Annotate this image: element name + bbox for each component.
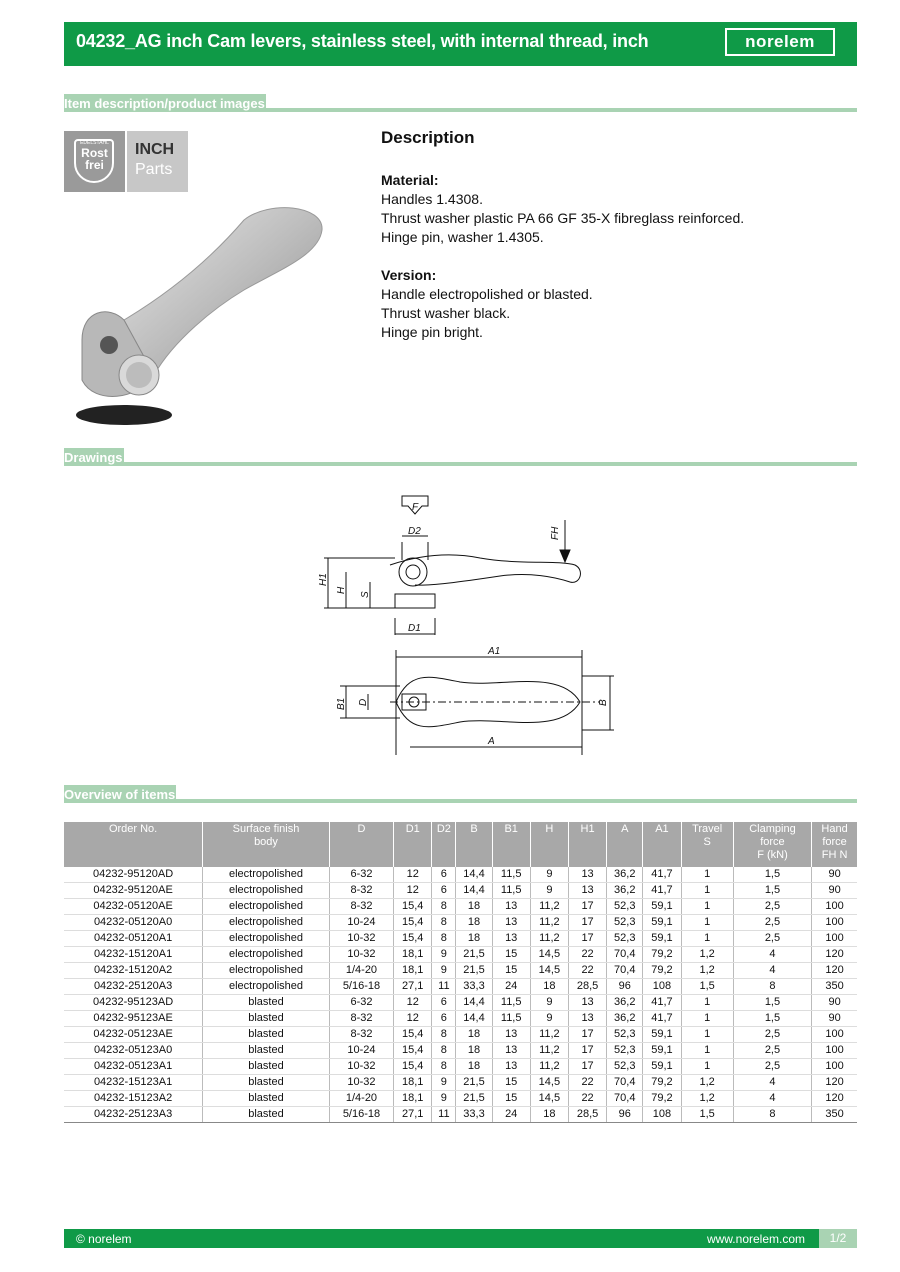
table-cell: 04232-95120AE — [64, 883, 203, 899]
table-cell: 2,5 — [733, 899, 811, 915]
table-cell: 22 — [568, 963, 606, 979]
table-row — [64, 1011, 857, 1027]
table-cell: 10-32 — [329, 1075, 393, 1091]
table-cell: 11,2 — [530, 931, 568, 947]
page-number: 1/2 — [819, 1229, 857, 1248]
table-cell: 1/4-20 — [329, 963, 393, 979]
table-cell: 70,4 — [607, 963, 643, 979]
table-cell: 90 — [812, 867, 857, 883]
table-cell: 15,4 — [394, 931, 432, 947]
table-cell: 04232-25123A3 — [64, 1107, 203, 1123]
table-cell: 04232-15123A2 — [64, 1091, 203, 1107]
table-cell: 79,2 — [643, 1091, 681, 1107]
table-cell: 28,5 — [568, 979, 606, 995]
technical-drawing — [300, 490, 630, 765]
table-cell: electropolished — [203, 947, 330, 963]
table-cell: 6 — [432, 995, 456, 1011]
table-cell: electropolished — [203, 867, 330, 883]
table-cell: 70,4 — [607, 1075, 643, 1091]
table-cell: electropolished — [203, 931, 330, 947]
norelem-logo: norelem — [725, 28, 835, 56]
table-cell: 11 — [432, 1107, 456, 1123]
table-cell: 79,2 — [643, 963, 681, 979]
page-footer — [64, 1229, 857, 1248]
table-cell: 96 — [607, 1107, 643, 1123]
column-header: A — [607, 822, 643, 867]
table-cell: 52,3 — [607, 915, 643, 931]
table-cell: 52,3 — [607, 1059, 643, 1075]
label-H: H — [336, 586, 347, 594]
table-cell: 4 — [733, 963, 811, 979]
table-row — [64, 1043, 857, 1059]
table-cell: 5/16-18 — [329, 979, 393, 995]
table-cell: 15,4 — [394, 1059, 432, 1075]
table-cell: 8-32 — [329, 1027, 393, 1043]
table-cell: 04232-95123AE — [64, 1011, 203, 1027]
table-cell: 8 — [432, 931, 456, 947]
table-cell: 04232-05123AE — [64, 1027, 203, 1043]
table-cell: 36,2 — [607, 883, 643, 899]
table-cell: 10-32 — [329, 1059, 393, 1075]
table-cell: 1,5 — [681, 1107, 733, 1123]
table-cell: 5/16-18 — [329, 1107, 393, 1123]
section-drawings: Drawings — [64, 446, 857, 466]
table-cell: 10-32 — [329, 947, 393, 963]
table-cell: blasted — [203, 1075, 330, 1091]
table-cell: 15,4 — [394, 915, 432, 931]
table-cell: 6 — [432, 883, 456, 899]
table-cell: 17 — [568, 915, 606, 931]
inch-parts-badge: INCH Parts — [127, 131, 188, 192]
table-cell: 11,2 — [530, 1059, 568, 1075]
column-header: D — [329, 822, 393, 867]
table-cell: 1,5 — [733, 883, 811, 899]
table-cell: 24 — [492, 979, 530, 995]
table-cell: 04232-15120A2 — [64, 963, 203, 979]
table-cell: 8-32 — [329, 883, 393, 899]
label-D2: D2 — [408, 526, 421, 537]
table-cell: 2,5 — [733, 1043, 811, 1059]
section-overview: Overview of items — [64, 783, 857, 803]
table-cell: 11,2 — [530, 1027, 568, 1043]
table-cell: 90 — [812, 883, 857, 899]
table-cell: 9 — [530, 883, 568, 899]
table-cell: 10-32 — [329, 931, 393, 947]
table-cell: 1 — [681, 1027, 733, 1043]
label-FH: FH — [550, 526, 561, 540]
table-cell: 1,2 — [681, 947, 733, 963]
table-cell: 21,5 — [456, 947, 492, 963]
table-cell: blasted — [203, 995, 330, 1011]
table-cell: 36,2 — [607, 867, 643, 883]
table-cell: 15 — [492, 963, 530, 979]
table-cell: 4 — [733, 947, 811, 963]
table-cell: 22 — [568, 1091, 606, 1107]
table-cell: 100 — [812, 1059, 857, 1075]
table-cell: 9 — [530, 995, 568, 1011]
table-cell: 17 — [568, 1043, 606, 1059]
table-cell: 1,5 — [733, 867, 811, 883]
table-cell: 1,5 — [733, 995, 811, 1011]
table-cell: 10-24 — [329, 915, 393, 931]
product-image — [64, 200, 334, 430]
table-cell: 41,7 — [643, 883, 681, 899]
table-cell: 100 — [812, 915, 857, 931]
table-cell: 12 — [394, 995, 432, 1011]
table-cell: 18,1 — [394, 947, 432, 963]
table-cell: 13 — [568, 1011, 606, 1027]
table-cell: 11 — [432, 979, 456, 995]
table-cell: 04232-05123A0 — [64, 1043, 203, 1059]
table-cell: 59,1 — [643, 915, 681, 931]
table-cell: 1 — [681, 995, 733, 1011]
table-cell: 1/4-20 — [329, 1091, 393, 1107]
table-cell: 2,5 — [733, 915, 811, 931]
table-cell: 1 — [681, 1011, 733, 1027]
table-cell: 14,5 — [530, 963, 568, 979]
table-cell: 04232-95120AD — [64, 867, 203, 883]
table-cell: 22 — [568, 947, 606, 963]
table-cell: 18 — [530, 1107, 568, 1123]
table-cell: 36,2 — [607, 995, 643, 1011]
label-D1: D1 — [408, 623, 421, 634]
table-cell: 59,1 — [643, 931, 681, 947]
table-cell: 13 — [492, 1059, 530, 1075]
table-cell: 15,4 — [394, 899, 432, 915]
column-header: D2 — [432, 822, 456, 867]
table-cell: 04232-05120A0 — [64, 915, 203, 931]
table-cell: 120 — [812, 1075, 857, 1091]
table-cell: 04232-05120A1 — [64, 931, 203, 947]
table-cell: 04232-15123A1 — [64, 1075, 203, 1091]
table-cell: 1 — [681, 915, 733, 931]
website-link[interactable]: www.norelem.com — [706, 1232, 805, 1246]
table-cell: 21,5 — [456, 1091, 492, 1107]
table-cell: electropolished — [203, 963, 330, 979]
table-cell: 13 — [568, 867, 606, 883]
description-title: Description — [381, 128, 475, 147]
table-cell: 120 — [812, 963, 857, 979]
version-label: Version: — [381, 267, 437, 283]
table-cell: 15,4 — [394, 1043, 432, 1059]
table-row — [64, 1059, 857, 1075]
table-cell: 1,5 — [681, 979, 733, 995]
table-cell: 04232-25120A3 — [64, 979, 203, 995]
label-B: B — [598, 699, 609, 706]
table-cell: 52,3 — [607, 931, 643, 947]
table-cell: 1 — [681, 899, 733, 915]
column-header: D1 — [394, 822, 432, 867]
page-title: 04232_AG inch Cam levers, stainless steel, with internal thread, inch — [76, 31, 649, 51]
table-cell: 13 — [492, 915, 530, 931]
table-cell: 14,4 — [456, 867, 492, 883]
table-row — [64, 867, 857, 883]
table-cell: electropolished — [203, 915, 330, 931]
column-header: H — [530, 822, 568, 867]
table-cell: 04232-05120AE — [64, 899, 203, 915]
items-table — [64, 822, 857, 1123]
table-row — [64, 979, 857, 995]
column-header: B — [456, 822, 492, 867]
table-cell: 33,3 — [456, 1107, 492, 1123]
table-cell: 04232-95123AD — [64, 995, 203, 1011]
label-F: F — [412, 502, 419, 513]
table-cell: 18 — [456, 915, 492, 931]
table-cell: 11,2 — [530, 915, 568, 931]
column-header: H1 — [568, 822, 606, 867]
table-row — [64, 963, 857, 979]
table-cell: 1 — [681, 931, 733, 947]
table-cell: 9 — [530, 1011, 568, 1027]
table-cell: 59,1 — [643, 1027, 681, 1043]
table-cell: 100 — [812, 931, 857, 947]
table-cell: 8 — [432, 915, 456, 931]
table-cell: 1 — [681, 867, 733, 883]
table-row — [64, 1027, 857, 1043]
table-row — [64, 883, 857, 899]
table-cell: 100 — [812, 899, 857, 915]
table-cell: 52,3 — [607, 1027, 643, 1043]
column-header: A1 — [643, 822, 681, 867]
table-cell: 15 — [492, 1091, 530, 1107]
table-cell: 33,3 — [456, 979, 492, 995]
table-cell: 8 — [733, 1107, 811, 1123]
table-cell: 6-32 — [329, 867, 393, 883]
table-cell: 350 — [812, 1107, 857, 1123]
table-cell: blasted — [203, 1027, 330, 1043]
table-cell: 36,2 — [607, 1011, 643, 1027]
label-S: S — [360, 591, 371, 598]
column-header: Hand force FH N — [812, 822, 857, 867]
table-cell: 52,3 — [607, 1043, 643, 1059]
table-cell: blasted — [203, 1059, 330, 1075]
table-cell: 15 — [492, 1075, 530, 1091]
table-cell: 120 — [812, 947, 857, 963]
table-cell: 22 — [568, 1075, 606, 1091]
table-cell: 9 — [530, 867, 568, 883]
section-item-description: Item description/product images — [64, 92, 857, 112]
table-cell: 6 — [432, 867, 456, 883]
table-row — [64, 1107, 857, 1123]
table-cell: blasted — [203, 1107, 330, 1123]
table-row — [64, 1075, 857, 1091]
column-header: Travel S — [681, 822, 733, 867]
table-cell: 18 — [456, 1059, 492, 1075]
table-cell: 9 — [432, 1091, 456, 1107]
table-cell: 12 — [394, 1011, 432, 1027]
table-cell: 6-32 — [329, 995, 393, 1011]
table-cell: 11,2 — [530, 1043, 568, 1059]
table-cell: 1 — [681, 1059, 733, 1075]
table-cell: 04232-05123A1 — [64, 1059, 203, 1075]
label-H1: H1 — [318, 573, 329, 586]
table-cell: 108 — [643, 979, 681, 995]
copyright: © norelem — [76, 1232, 132, 1246]
column-header: Clamping force F (kN) — [733, 822, 811, 867]
table-cell: 27,1 — [394, 1107, 432, 1123]
table-cell: 1,2 — [681, 963, 733, 979]
table-cell: 1,2 — [681, 1091, 733, 1107]
table-cell: 8-32 — [329, 899, 393, 915]
table-cell: 18 — [456, 931, 492, 947]
table-cell: 13 — [568, 995, 606, 1011]
description-block: Description Material: Handles 1.4308. Thrust washer plastic PA 66 GF 35-X fibreglass reinforced. Hinge pin, washer 1.4305. Version: Handle electropolished or blasted. Thrust washer black. Hinge pin bright. — [381, 128, 851, 342]
rost-frei-badge: EDELSTAHL Rost frei — [64, 131, 125, 192]
table-cell: 41,7 — [643, 1011, 681, 1027]
table-cell: 4 — [733, 1075, 811, 1091]
table-cell: 2,5 — [733, 1027, 811, 1043]
table-cell: blasted — [203, 1043, 330, 1059]
table-cell: 27,1 — [394, 979, 432, 995]
label-A1: A1 — [488, 646, 501, 657]
table-cell: 12 — [394, 867, 432, 883]
table-cell: 8 — [432, 1043, 456, 1059]
table-cell: 9 — [432, 963, 456, 979]
table-cell: 59,1 — [643, 899, 681, 915]
table-cell: 14,5 — [530, 1075, 568, 1091]
table-cell: 18,1 — [394, 1075, 432, 1091]
table-cell: 11,2 — [530, 899, 568, 915]
table-cell: 14,5 — [530, 1091, 568, 1107]
table-cell: 14,4 — [456, 883, 492, 899]
table-cell: 11,5 — [492, 883, 530, 899]
table-row — [64, 947, 857, 963]
table-cell: 17 — [568, 1027, 606, 1043]
table-cell: 6 — [432, 1011, 456, 1027]
table-cell: 18 — [456, 899, 492, 915]
table-cell: 13 — [492, 899, 530, 915]
table-cell: 59,1 — [643, 1043, 681, 1059]
table-cell: 11,5 — [492, 995, 530, 1011]
table-cell: 21,5 — [456, 1075, 492, 1091]
table-cell: 18 — [530, 979, 568, 995]
table-cell: 96 — [607, 979, 643, 995]
label-A: A — [488, 736, 495, 747]
table-cell: 14,4 — [456, 995, 492, 1011]
table-row — [64, 931, 857, 947]
table-cell: 18,1 — [394, 963, 432, 979]
table-cell: 14,4 — [456, 1011, 492, 1027]
table-cell: 1,5 — [733, 1011, 811, 1027]
column-header: Surface finish body — [203, 822, 330, 867]
table-cell: 70,4 — [607, 947, 643, 963]
table-cell: 13 — [568, 883, 606, 899]
table-cell: 17 — [568, 931, 606, 947]
table-cell: 1,2 — [681, 1075, 733, 1091]
table-cell: 12 — [394, 883, 432, 899]
table-cell: 8-32 — [329, 1011, 393, 1027]
table-cell: 15 — [492, 947, 530, 963]
table-cell: 8 — [432, 899, 456, 915]
table-cell: electropolished — [203, 899, 330, 915]
table-cell: blasted — [203, 1091, 330, 1107]
table-cell: 41,7 — [643, 867, 681, 883]
table-cell: 18,1 — [394, 1091, 432, 1107]
table-cell: 2,5 — [733, 931, 811, 947]
table-cell: 108 — [643, 1107, 681, 1123]
table-cell: 28,5 — [568, 1107, 606, 1123]
table-cell: 8 — [432, 1059, 456, 1075]
page-header — [64, 22, 857, 66]
table-row — [64, 915, 857, 931]
table-cell: 24 — [492, 1107, 530, 1123]
table-cell: 59,1 — [643, 1059, 681, 1075]
table-cell: 17 — [568, 1059, 606, 1075]
table-cell: 18 — [456, 1027, 492, 1043]
table-cell: 90 — [812, 1011, 857, 1027]
table-cell: 1 — [681, 1043, 733, 1059]
label-B1: B1 — [336, 697, 347, 710]
table-cell: 11,5 — [492, 867, 530, 883]
table-cell: 70,4 — [607, 1091, 643, 1107]
table-cell: 8 — [733, 979, 811, 995]
table-cell: 15,4 — [394, 1027, 432, 1043]
table-cell: 79,2 — [643, 1075, 681, 1091]
table-cell: 41,7 — [643, 995, 681, 1011]
column-header: Order No. — [64, 822, 203, 867]
column-header: B1 — [492, 822, 530, 867]
material-label: Material: — [381, 172, 439, 188]
table-cell: electropolished — [203, 883, 330, 899]
table-cell: 9 — [432, 1075, 456, 1091]
table-cell: 79,2 — [643, 947, 681, 963]
table-cell: 120 — [812, 1091, 857, 1107]
table-cell: 52,3 — [607, 899, 643, 915]
table-cell: 11,5 — [492, 1011, 530, 1027]
table-cell: 13 — [492, 1027, 530, 1043]
table-cell: 9 — [432, 947, 456, 963]
table-cell: 13 — [492, 931, 530, 947]
table-cell: 4 — [733, 1091, 811, 1107]
table-cell: 8 — [432, 1027, 456, 1043]
label-D: D — [358, 698, 369, 706]
table-row — [64, 899, 857, 915]
table-cell: 100 — [812, 1043, 857, 1059]
table-row — [64, 1091, 857, 1107]
table-cell: 10-24 — [329, 1043, 393, 1059]
table-row — [64, 995, 857, 1011]
table-cell: 21,5 — [456, 963, 492, 979]
table-cell: 04232-15120A1 — [64, 947, 203, 963]
table-cell: 17 — [568, 899, 606, 915]
table-cell: 2,5 — [733, 1059, 811, 1075]
table-cell: 90 — [812, 995, 857, 1011]
table-cell: 1 — [681, 883, 733, 899]
table-cell: 350 — [812, 979, 857, 995]
table-cell: 100 — [812, 1027, 857, 1043]
table-cell: electropolished — [203, 979, 330, 995]
table-cell: 14,5 — [530, 947, 568, 963]
table-cell: 13 — [492, 1043, 530, 1059]
table-cell: 18 — [456, 1043, 492, 1059]
table-cell: blasted — [203, 1011, 330, 1027]
